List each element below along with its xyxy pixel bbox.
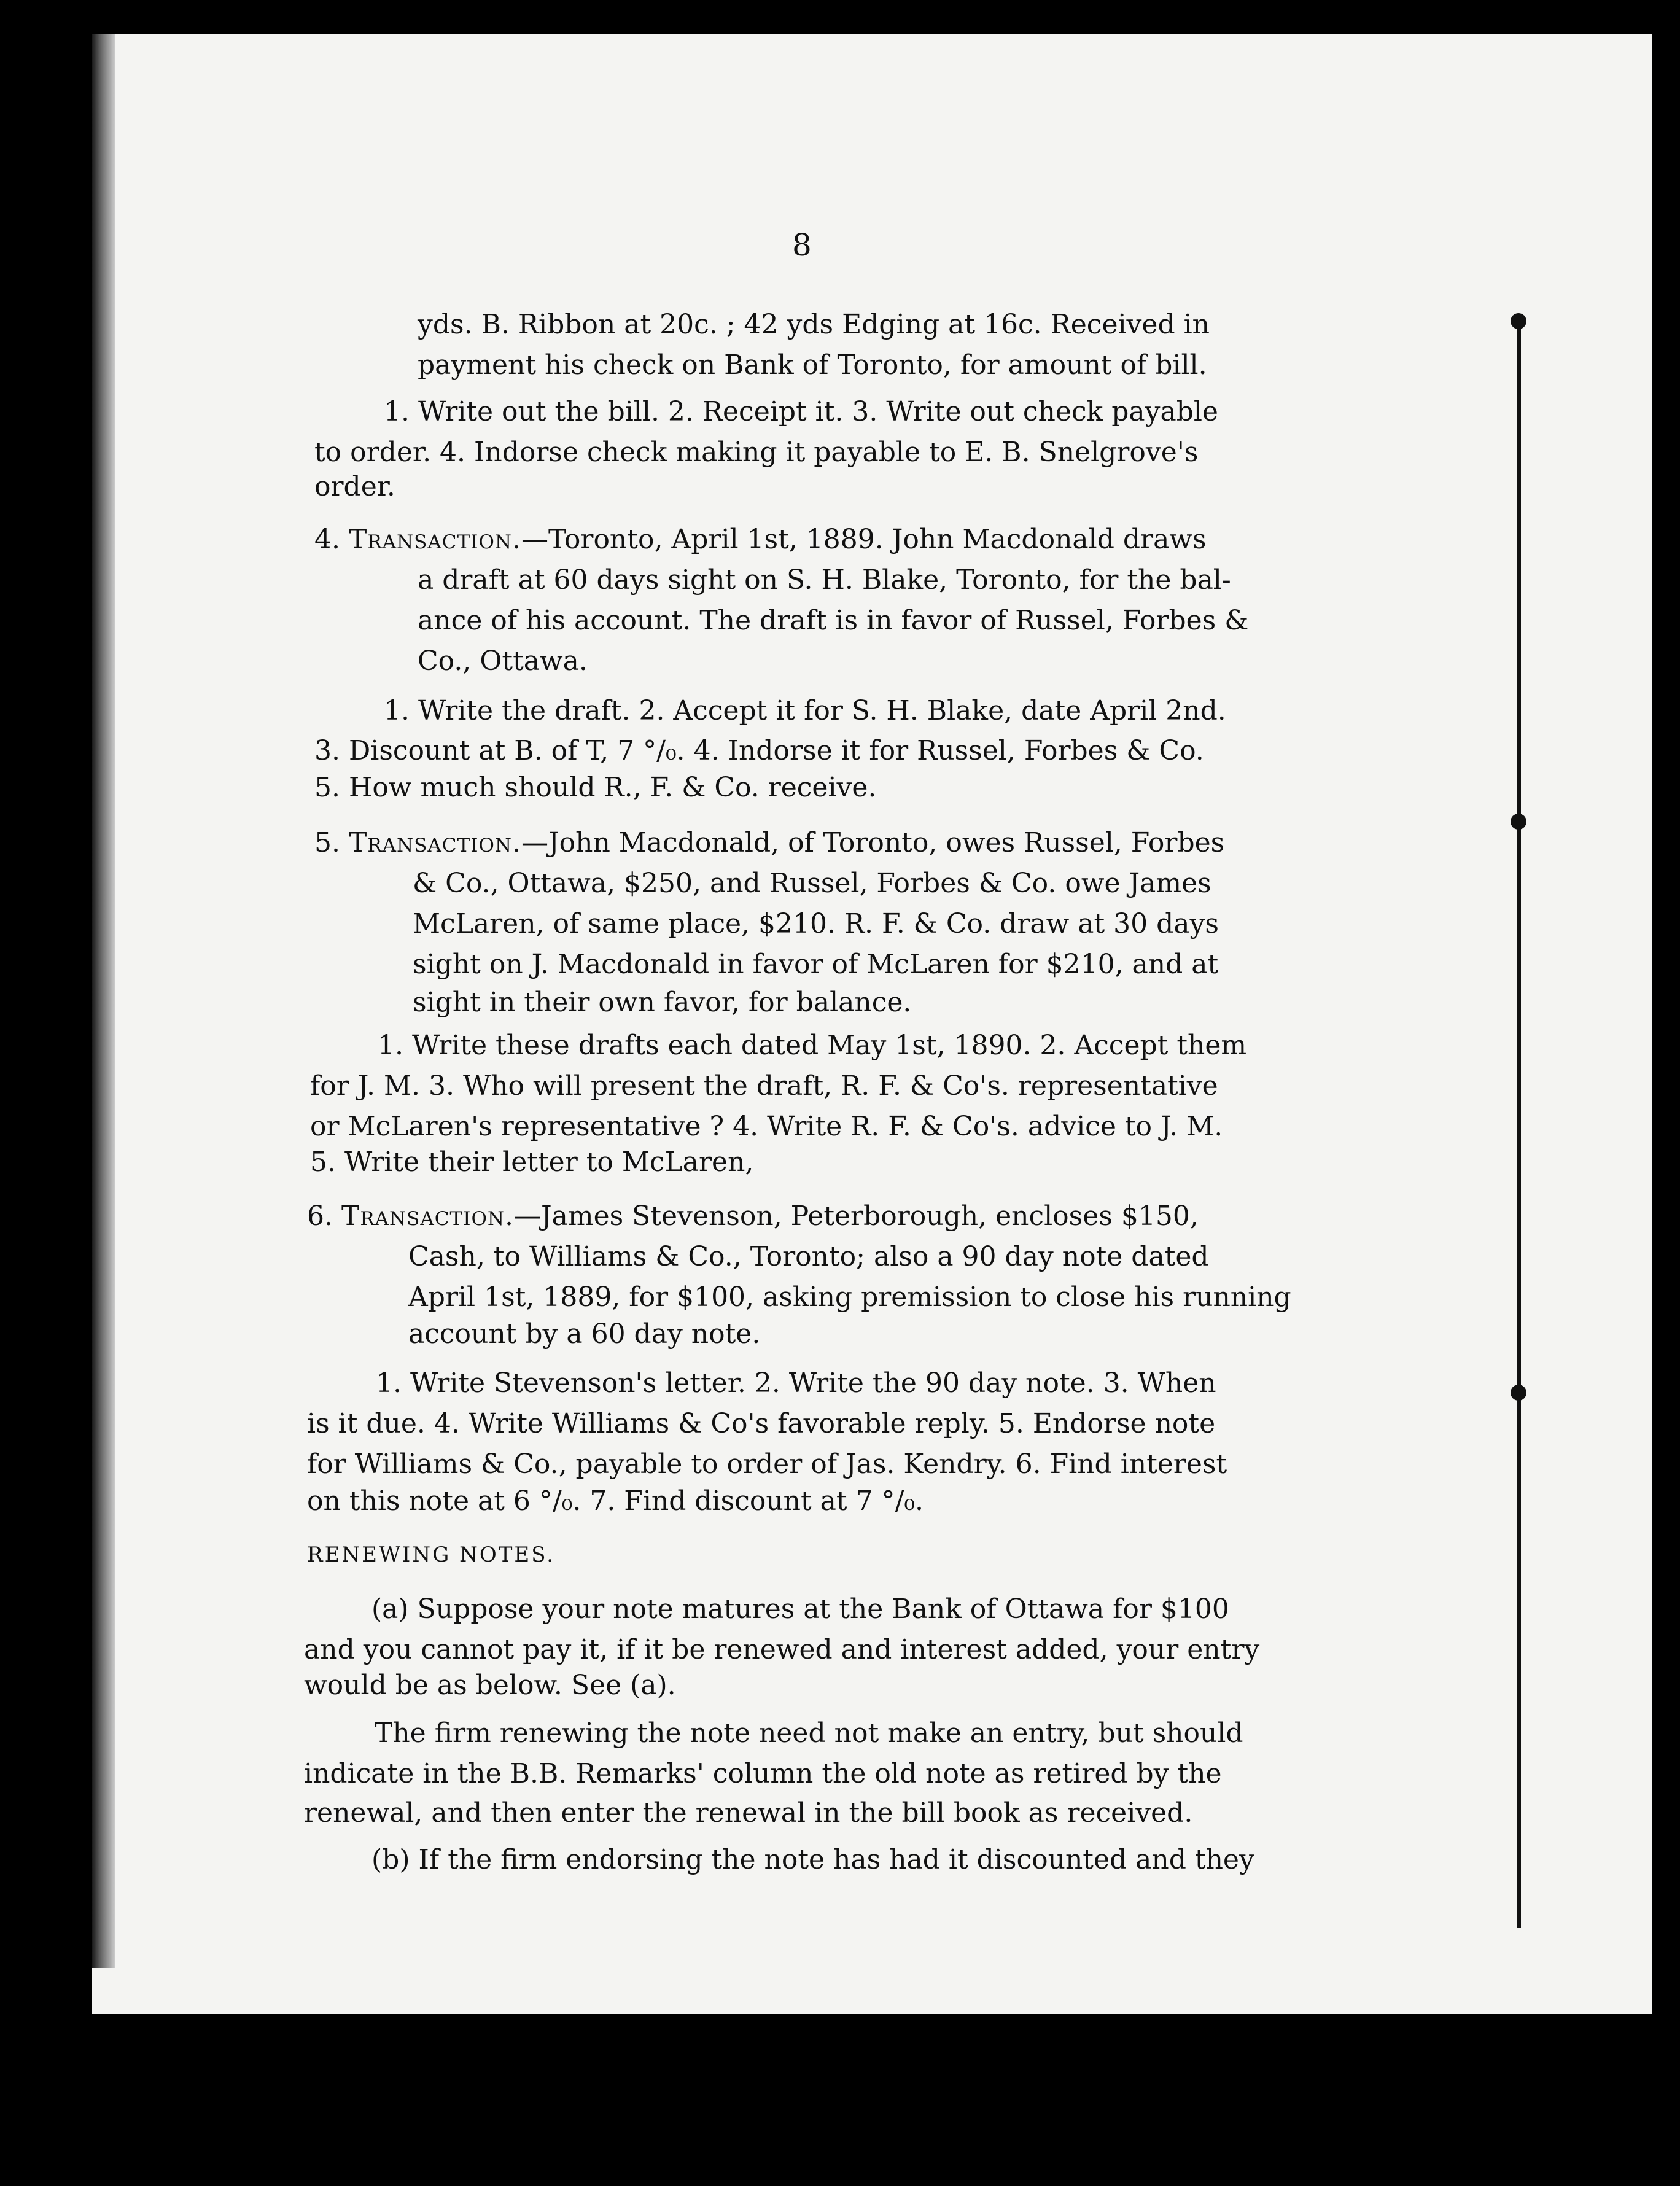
text-line: Cash, to Williams & Co., Toronto; also a 90 day note dated xyxy=(408,1241,1209,1272)
text-line: 1. Write Stevenson's letter. 2. Write the 90 day note. 3. When xyxy=(376,1367,1216,1399)
text-line: renewal, and then enter the renewal in the bill book as received. xyxy=(304,1797,1193,1829)
text-line: 1. Write out the bill. 2. Receipt it. 3. Write out check payable xyxy=(384,396,1218,427)
text-line: to order. 4. Indorse check making it payable to E. B. Snelgrove's xyxy=(314,437,1199,468)
text-line: for J. M. 3. Who will present the draft, R. F. & Co's. representative xyxy=(310,1070,1218,1102)
transaction-label: Transaction. xyxy=(341,1200,514,1232)
text-line: 5. Write their letter to McLaren, xyxy=(310,1146,754,1178)
transaction-heading-line xyxy=(307,1196,1199,1237)
text-line: or McLaren's representative ? 4. Write R. F. & Co's. advice to J. M. xyxy=(310,1111,1223,1142)
scan-border-bottom xyxy=(92,2014,1680,2186)
text-line: —Toronto, April 1st, 1889. John Macdonald draws xyxy=(521,524,1207,555)
text-line: a draft at 60 days sight on S. H. Blake, Toronto, for the bal- xyxy=(418,564,1231,596)
text-line: sight on J. Macdonald in favor of McLaren for $210, and at xyxy=(413,949,1219,980)
scan-border-right xyxy=(1652,34,1680,2152)
text-line: order. xyxy=(314,471,395,502)
text-line: indicate in the B.B. Remarks' column the old note as retired by the xyxy=(304,1758,1222,1789)
text-line: (a) Suppose your note matures at the Bank of Ottawa for $100 xyxy=(371,1593,1229,1625)
text-line: & Co., Ottawa, $250, and Russel, Forbes & Co. owe James xyxy=(413,868,1211,899)
margin-mark xyxy=(1511,1385,1526,1401)
text-line: would be as below. See (a). xyxy=(304,1670,676,1701)
transaction-label: Transaction. xyxy=(348,827,521,858)
transaction-heading-line xyxy=(314,823,1224,863)
text-line: 5. How much should R., F. & Co. receive. xyxy=(314,772,877,803)
text-line: 1. Write the draft. 2. Accept it for S. H. Blake, date April 2nd. xyxy=(384,695,1226,726)
text-line: The firm renewing the note need not make an entry, but should xyxy=(375,1717,1243,1749)
section-heading: RENEWING NOTES. xyxy=(307,1542,556,1567)
text-line: sight in their own favor, for balance. xyxy=(413,987,912,1018)
transaction-number: 6. xyxy=(307,1200,333,1232)
text-line: and you cannot pay it, if it be renewed and interest added, your entry xyxy=(304,1634,1260,1665)
text-line: April 1st, 1889, for $100, asking premission to close his running xyxy=(408,1282,1291,1313)
margin-rule xyxy=(1517,319,1521,1928)
text-line: ance of his account. The draft is in favor of Russel, Forbes & xyxy=(418,605,1249,636)
text-line: —John Macdonald, of Toronto, owes Russel, Forbes xyxy=(521,827,1225,858)
text-line: Co., Ottawa. xyxy=(418,645,588,677)
transaction-heading-line xyxy=(314,519,1207,560)
text-line: is it due. 4. Write Williams & Co's favorable reply. 5. Endorse note xyxy=(307,1408,1216,1439)
text-line: yds. B. Ribbon at 20c. ; 42 yds Edging at 16c. Received in xyxy=(418,309,1210,340)
margin-mark xyxy=(1511,814,1526,830)
transaction-number: 4. xyxy=(314,524,340,555)
transaction-label: Transaction. xyxy=(348,524,521,555)
transaction-number: 5. xyxy=(314,827,340,858)
text-line: payment his check on Bank of Toronto, for amount of bill. xyxy=(418,349,1207,381)
binding-edge xyxy=(92,34,115,1968)
text-line: (b) If the firm endorsing the note has had it discounted and they xyxy=(371,1844,1254,1875)
margin-mark xyxy=(1511,313,1526,329)
text-line: for Williams & Co., payable to order of Jas. Kendry. 6. Find interest xyxy=(307,1449,1227,1480)
text-line: McLaren, of same place, $210. R. F. & Co. draw at 30 days xyxy=(413,908,1219,939)
text-line: on this note at 6 °/₀. 7. Find discount at 7 °/₀. xyxy=(307,1485,924,1517)
text-line: 3. Discount at B. of T, 7 °/₀. 4. Indorse it for Russel, Forbes & Co. xyxy=(314,735,1204,766)
text-line: account by a 60 day note. xyxy=(408,1318,761,1350)
text-line: —James Stevenson, Peterborough, encloses $150, xyxy=(513,1200,1199,1232)
page-number: 8 xyxy=(792,227,812,263)
text-line: 1. Write these drafts each dated May 1st, 1890. 2. Accept them xyxy=(378,1030,1247,1061)
